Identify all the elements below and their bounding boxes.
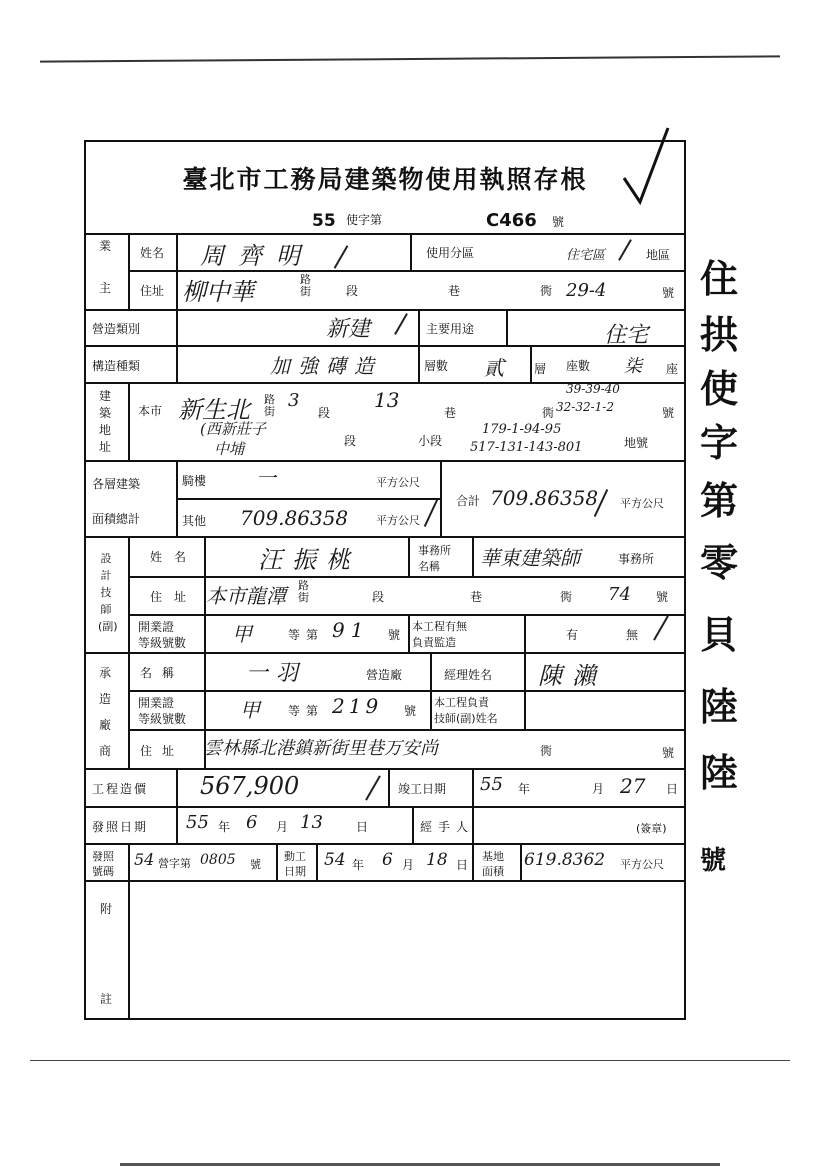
purpose-label: 主要用途 — [426, 322, 475, 336]
permit-word: 使字第 — [346, 213, 383, 227]
supervise-no: 無 — [626, 628, 639, 642]
site-section-label: 段 — [318, 406, 331, 420]
designer-license-grade: 甲 — [232, 622, 252, 646]
arcade-unit: 平方公尺 — [376, 476, 420, 489]
permit-row-number: 0805 — [200, 852, 236, 868]
floors-suffix: 層 — [534, 362, 547, 376]
designer-number-suffix: 號 — [656, 590, 669, 604]
site-alley-label: 衖 — [542, 406, 555, 420]
site-lane-value: 13 — [374, 388, 400, 412]
col-line — [524, 690, 526, 729]
base-label-2: 面積 — [482, 865, 504, 878]
scan-border-line — [40, 55, 780, 62]
row-line — [84, 806, 686, 808]
col-line — [408, 614, 410, 652]
designer-lane-word: 巷 — [470, 590, 483, 604]
row-line — [176, 498, 440, 500]
blocks-value: 柒 — [624, 356, 642, 377]
contractor-license-suffix: 號 — [404, 704, 417, 718]
issue-year-label: 年 — [218, 820, 231, 834]
manager-value: 陳瀨 — [538, 662, 606, 690]
contractor-address-label: 住址 — [140, 744, 185, 758]
notes-label-bottom: 註 — [100, 992, 113, 1006]
lot-label: 地號 — [624, 436, 649, 450]
seal-label: (簽章) — [636, 822, 667, 835]
cost-value: 567,900 — [200, 772, 300, 800]
start-year-label: 年 — [352, 858, 365, 872]
owner-address-label: 住址 — [140, 284, 165, 298]
row-line — [84, 652, 686, 654]
area-label-2: 面積總計 — [92, 512, 141, 526]
completion-day: 27 — [620, 774, 646, 798]
completion-year: 55 — [480, 774, 503, 795]
owner-number-suffix: 號 — [662, 286, 675, 300]
supervise-label-2: 負責監造 — [412, 636, 456, 649]
side-char: 字 — [700, 420, 739, 465]
total-value: 709.86358 — [490, 486, 599, 510]
designer-license-label-1: 開業證 — [138, 620, 175, 634]
base-unit: 平方公尺 — [620, 858, 664, 871]
col-line — [412, 806, 414, 843]
designer-address-label: 住址 — [150, 590, 199, 604]
designer-license-label-2: 等級號數 — [138, 636, 187, 650]
col-line — [388, 768, 390, 806]
contractor-license-number: 219 — [332, 694, 383, 718]
owner-section-label: 主 — [98, 281, 111, 295]
blocks-label: 座數 — [566, 359, 591, 373]
col-line — [128, 880, 130, 1018]
contractor-license-grade: 甲 — [240, 698, 260, 722]
notes-label-top: 附 — [100, 902, 113, 916]
col-line — [176, 460, 178, 536]
handler-label: 經手人 — [420, 820, 475, 834]
site-number-suffix: 號 — [662, 406, 675, 420]
supervise-yes: 有 — [566, 628, 579, 642]
designer-name-value: 汪振桃 — [258, 546, 360, 574]
col-line — [506, 309, 508, 345]
permit-number: C466 — [486, 210, 537, 231]
cost-label: 工程造價 — [92, 782, 149, 796]
issue-month-label: 月 — [276, 820, 289, 834]
floors-label: 層數 — [424, 359, 449, 373]
designer-road-label: 路 街 — [298, 579, 309, 604]
col-line — [204, 652, 206, 690]
side-char: 貝 — [700, 612, 739, 657]
designer-alley-word: 衖 — [560, 590, 573, 604]
designer-license-mid: 等第 — [288, 628, 325, 642]
col-line — [176, 233, 178, 309]
start-day: 18 — [426, 850, 448, 870]
completion-year-label: 年 — [518, 782, 531, 796]
col-line — [524, 614, 526, 652]
permit-number-suffix: 號 — [552, 215, 565, 229]
contractor-license-label-2: 等級號數 — [138, 712, 187, 726]
site-section-value: 3 — [288, 390, 300, 411]
col-line — [128, 382, 130, 460]
contractor-address-value: 雲林縣北港鎮新街里巷万安尚 — [204, 738, 438, 759]
contractor-name-label: 名稱 — [140, 666, 185, 680]
lot-numbers-3: 179-1-94-95 — [482, 422, 562, 437]
owner-address-value: 柳中華 — [182, 278, 254, 306]
designer-section-label: 設 計 技 師 (副) — [98, 552, 118, 633]
section-word: 段 — [346, 284, 359, 298]
designer-license-number: 91 — [332, 618, 370, 642]
col-line — [524, 652, 526, 690]
row-line — [128, 614, 686, 616]
office-value: 華東建築師 — [480, 546, 580, 570]
side-char: 號 — [700, 846, 727, 876]
lane-word: 巷 — [448, 284, 461, 298]
contractor-section-label: 承 造 廠 商 — [98, 666, 111, 758]
col-line — [176, 309, 178, 382]
col-line — [472, 536, 474, 576]
col-line — [418, 309, 420, 345]
col-line — [204, 614, 206, 652]
total-unit: 平方公尺 — [620, 497, 664, 510]
site-district-value: (西新莊子 — [200, 420, 266, 438]
contractor-license-label-1: 開業證 — [138, 696, 175, 710]
designer-number-value: 74 — [608, 584, 631, 605]
row-line — [84, 536, 686, 538]
row-line — [84, 768, 686, 770]
side-char: 住 — [700, 256, 739, 301]
col-line — [176, 806, 178, 843]
site-section-label2: 段 — [344, 434, 357, 448]
col-line — [520, 843, 522, 880]
site-district-value2: 中埔 — [214, 440, 245, 458]
contractor-number-suffix: 號 — [662, 746, 675, 760]
form-title: 臺北市工務局建築物使用執照存根 — [182, 165, 588, 194]
col-line — [316, 843, 318, 880]
col-line — [472, 843, 474, 880]
permit-form — [84, 140, 686, 1020]
tech-label-1: 本工程負責 — [434, 696, 489, 709]
area-label-1: 各層建築 — [92, 477, 141, 491]
office-label-2: 名稱 — [418, 560, 440, 573]
contractor-license-mid: 等第 — [288, 704, 325, 718]
scan-border-line — [30, 1060, 790, 1061]
permit-row-year: 54 — [134, 850, 155, 869]
col-line — [408, 536, 410, 576]
issue-label: 發照日期 — [92, 820, 149, 834]
designer-address-value: 本市龍潭 — [206, 584, 286, 608]
lot-numbers-2: 32-32-1-2 — [556, 400, 614, 414]
side-char: 陸 — [700, 750, 739, 795]
base-label-1: 基地 — [482, 850, 504, 863]
row-line — [128, 576, 686, 578]
permit-year: 55 — [312, 211, 336, 231]
scan-border-line — [120, 1163, 720, 1166]
road-label: 路 街 — [300, 273, 311, 298]
office-label-1: 事務所 — [418, 544, 451, 557]
col-line — [430, 690, 432, 729]
owner-number-value: 29-4 — [566, 280, 607, 301]
issue-month: 6 — [246, 812, 258, 833]
issue-day: 13 — [300, 812, 323, 833]
row-line — [84, 233, 686, 235]
site-lane-label: 巷 — [444, 406, 457, 420]
site-section-label: 建 築 地 址 — [98, 389, 111, 454]
col-line — [530, 345, 532, 382]
lot-numbers-4: 517-131-143-801 — [470, 440, 583, 455]
owner-name-value: 周齊明 — [200, 242, 314, 270]
zone-label: 使用分區 — [426, 246, 475, 260]
side-char: 陸 — [700, 684, 739, 729]
site-road-label: 路 街 — [264, 393, 275, 418]
zone-value: 住宅區 — [566, 248, 606, 263]
side-char: 拱 — [700, 312, 739, 357]
structure-value: 加強磚造 — [270, 354, 382, 378]
side-char: 零 — [700, 540, 739, 585]
alley-word: 衖 — [540, 284, 553, 298]
issue-day-label: 日 — [356, 820, 369, 834]
start-month-label: 月 — [402, 858, 415, 872]
manager-label: 經理姓名 — [444, 668, 493, 682]
site-road-value: 新生北 — [178, 396, 250, 424]
row-line — [128, 729, 686, 731]
row-line — [84, 460, 686, 462]
other-label: 其他 — [182, 514, 207, 528]
col-line — [430, 652, 432, 690]
completion-day-label: 日 — [666, 782, 679, 796]
base-value: 619.8362 — [524, 850, 606, 870]
permit-row-suffix: 號 — [250, 858, 261, 871]
col-line — [128, 843, 130, 880]
category-label: 營造類別 — [92, 322, 141, 336]
permit-row-label-1: 發照 — [92, 850, 114, 863]
col-line — [128, 233, 130, 309]
col-line — [128, 536, 130, 768]
row-line — [84, 880, 686, 882]
designer-license-suffix: 號 — [388, 628, 401, 642]
col-line — [410, 233, 412, 270]
floors-value: 貳 — [484, 356, 504, 380]
zone-suffix: 地區 — [646, 248, 671, 262]
col-line — [418, 345, 420, 382]
side-char: 使 — [700, 366, 739, 411]
col-line — [276, 843, 278, 880]
col-line — [440, 460, 442, 536]
category-value: 新建 — [326, 317, 371, 342]
col-line — [204, 536, 206, 576]
factory-label: 營造廠 — [366, 668, 403, 682]
completion-month-label: 月 — [592, 782, 605, 796]
side-char: 第 — [700, 478, 739, 523]
start-label-2: 日期 — [284, 865, 306, 878]
permit-row-label-2: 號碼 — [92, 865, 114, 878]
completion-label: 竣工日期 — [398, 782, 447, 796]
col-line — [204, 690, 206, 729]
purpose-value: 住宅 — [604, 323, 649, 348]
contractor-alley-word: 衖 — [540, 744, 553, 758]
contractor-name-value: 一羽 — [246, 661, 307, 686]
structure-label: 構造種類 — [92, 359, 141, 373]
permit-row-word: 營字第 — [158, 857, 191, 870]
designer-name-label: 姓名 — [150, 550, 199, 564]
start-year: 54 — [324, 850, 346, 870]
start-day-label: 日 — [456, 858, 469, 872]
row-line — [84, 843, 686, 845]
subsection-label: 小段 — [418, 434, 443, 448]
row-line — [84, 345, 686, 347]
owner-section-label: 業 — [98, 239, 111, 253]
total-label: 合計 — [456, 494, 481, 508]
tech-label-2: 技師(副)姓名 — [434, 712, 498, 725]
col-line — [472, 768, 474, 806]
office-suffix: 事務所 — [618, 552, 655, 566]
supervise-label-1: 本工程有無 — [412, 620, 467, 633]
row-line — [84, 309, 686, 311]
other-unit: 平方公尺 — [376, 514, 420, 527]
start-month: 6 — [382, 850, 393, 870]
arcade-value: 一 — [256, 466, 276, 490]
city-label: 本市 — [138, 404, 163, 418]
arcade-label: 騎樓 — [182, 474, 207, 488]
col-line — [176, 768, 178, 806]
designer-section-word: 段 — [372, 590, 385, 604]
issue-year: 55 — [186, 812, 209, 833]
lot-numbers-1: 39-39-40 — [566, 382, 620, 396]
blocks-suffix: 座 — [666, 362, 679, 376]
start-label-1: 動工 — [284, 850, 306, 863]
other-value: 709.86358 — [240, 506, 349, 530]
owner-name-label: 姓名 — [140, 246, 165, 260]
